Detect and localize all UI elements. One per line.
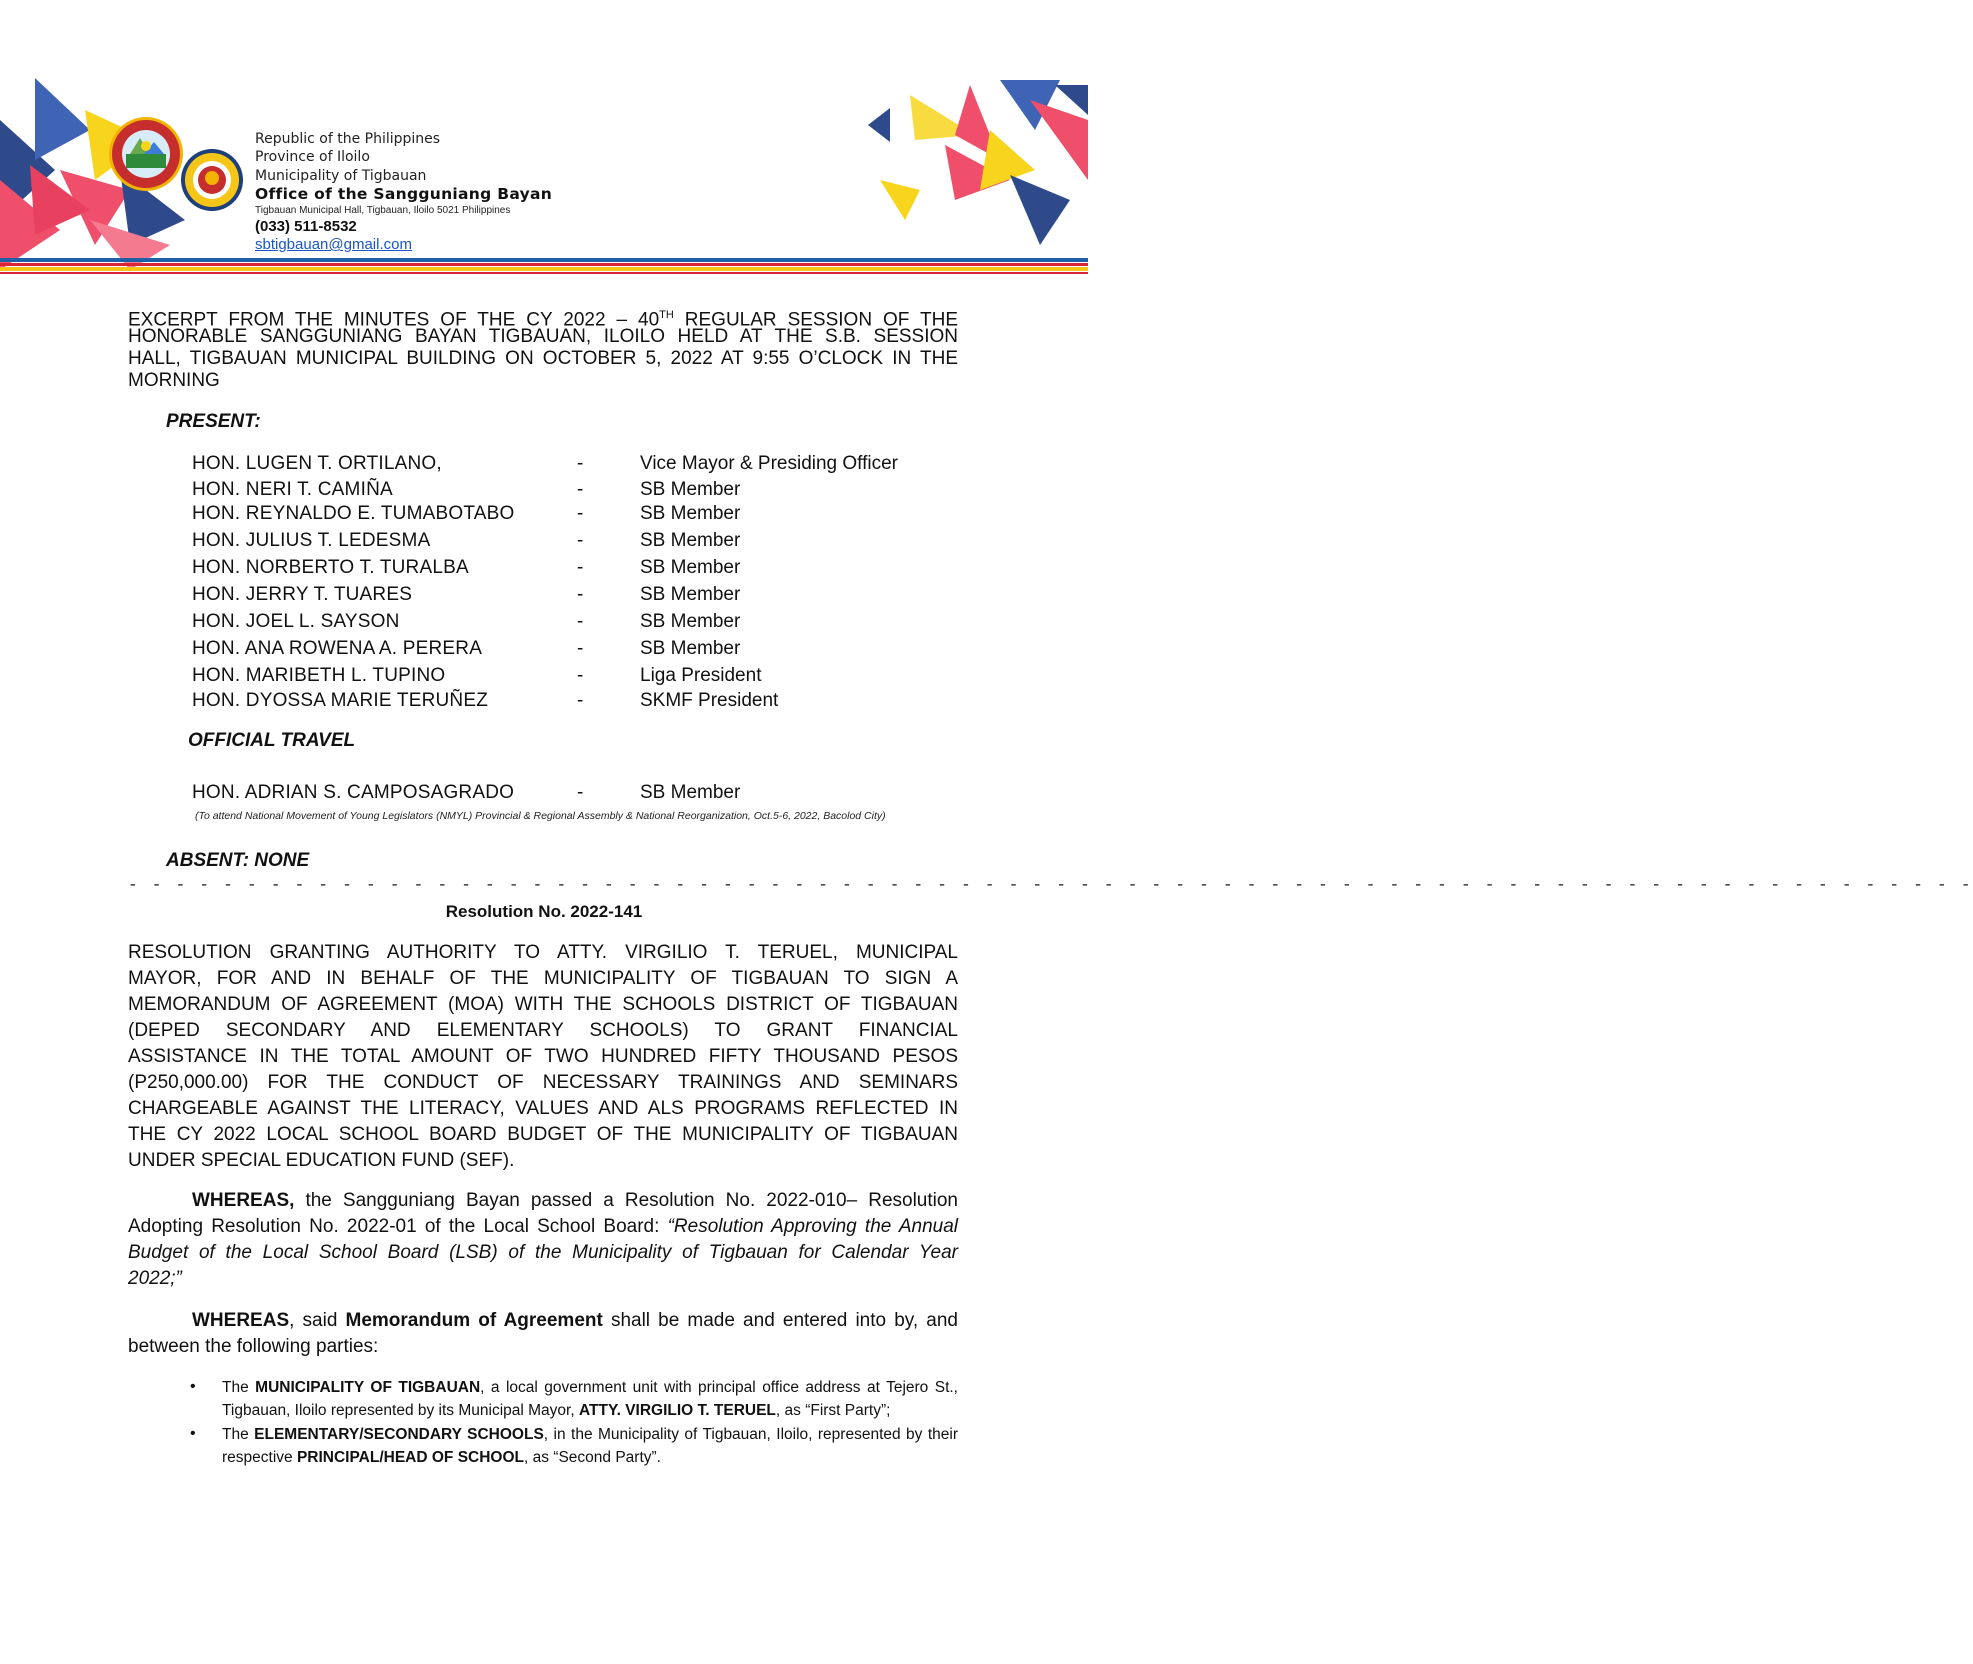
whereas-paragraph-1: [128, 1188, 958, 1292]
bullet-2-a: The: [222, 1426, 255, 1443]
resolution-title-line: RESOLUTION GRANTING AUTHORITY TO ATTY. VIRGILIO T. TERUEL, MUNICIPAL: [128, 942, 958, 963]
bullet-2-b: ELEMENTARY/SECONDARY SCHOOLS: [254, 1426, 544, 1443]
travel-note: (To attend National Movement of Young Legislators (NMYL) Provincial & Regional Assembly & National Reorganization, Oct.5-6, 2022, Bacolod City): [195, 810, 886, 822]
member-role: Vice Mayor & Presiding Officer: [640, 453, 899, 474]
member-name: HON. NERI T. CAMIÑA: [192, 479, 393, 500]
member-dash: -: [577, 557, 584, 578]
official-travel-title: OFFICIAL TRAVEL: [188, 730, 356, 751]
bullet-2-f: , as “Second Party”.: [524, 1449, 661, 1466]
travel-member-role: SB Member: [640, 782, 741, 803]
member-dash: -: [577, 530, 584, 551]
header-republic: Republic of the Philippines: [255, 131, 441, 147]
whereas-2-bold: WHEREAS: [192, 1310, 290, 1331]
resolution-title-line: UNDER SPECIAL EDUCATION FUND (SEF).: [128, 1150, 515, 1171]
travel-member-name: HON. ADRIAN S. CAMPOSAGRADO: [192, 782, 515, 803]
member-dash: -: [577, 665, 584, 686]
bullet-1-d: Tigbauan, Iloilo represented by its Municipal Mayor,: [222, 1402, 579, 1419]
member-dash: -: [577, 690, 584, 711]
bullet-1-f: , as “First Party”;: [775, 1402, 891, 1419]
header-stripe-blue: [0, 258, 1088, 262]
header-municipality: Municipality of Tigbauan: [255, 168, 427, 184]
member-row: [0, 584, 1088, 608]
resolution-title-line: CHARGEABLE AGAINST THE LITERACY, VALUES AND ALS PROGRAMS REFLECTED IN: [128, 1098, 958, 1119]
travel-member-dash: -: [577, 782, 584, 803]
member-dash: -: [577, 584, 584, 605]
member-role: SB Member: [640, 611, 741, 632]
divider-dashes: - - - - - - - - - - - - - - - - - - - - - - - - - - - - - - - - - - - - - - - - - - - - - - - - - - - - - - - - - - - - - - - - - - - - - - - - - - - - - -: [128, 876, 1973, 894]
member-role: SB Member: [640, 479, 741, 500]
member-dash: -: [577, 611, 584, 632]
whereas-1-quote-mid: Budget of the Local School Board (LSB) of the Municipality of Tigbauan for Calendar Year: [128, 1242, 958, 1263]
bullet-2-c: , in the Municipality of Tigbauan, Iloilo, represented by their: [543, 1426, 959, 1443]
member-role: SB Member: [640, 557, 741, 578]
member-name: HON. MARIBETH L. TUPINO: [192, 665, 446, 686]
bullet-1-b: MUNICIPALITY OF TIGBAUAN: [255, 1379, 481, 1396]
whereas-1-line-2: Adopting Resolution No. 2022-01 of the Local School Board:: [128, 1216, 668, 1237]
whereas-1-text: the Sangguniang Bayan passed a Resolution No. 2022-010– Resolution: [294, 1190, 958, 1211]
member-name: HON. DYOSSA MARIE TERUÑEZ: [192, 690, 489, 711]
member-role: SB Member: [640, 584, 741, 605]
member-row: [0, 638, 1088, 662]
bullet-1-e: ATTY. VIRGILIO T. TERUEL: [578, 1402, 776, 1419]
resolution-number: Resolution No. 2022-141: [445, 902, 643, 921]
excerpt-line-4: MORNING: [128, 370, 220, 391]
whereas-paragraph-2: [128, 1308, 958, 1360]
resolution-title-line: MAYOR, FOR AND IN BEHALF OF THE MUNICIPALITY OF TIGBAUAN TO SIGN A: [128, 968, 958, 989]
member-name: HON. JOEL L. SAYSON: [192, 611, 400, 632]
member-role: Liga President: [640, 665, 762, 686]
header-office: Office of the Sangguniang Bayan: [255, 185, 553, 203]
bullet-1-c: , a local government unit with principal office address at Tejero St.,: [480, 1379, 958, 1396]
member-name: HON. JERRY T. TUARES: [192, 584, 413, 605]
resolution-title-line: (DEPED SECONDARY AND ELEMENTARY SCHOOLS) TO GRANT FINANCIAL: [128, 1020, 958, 1041]
member-name: HON. LUGEN T. ORTILANO,: [192, 453, 442, 474]
member-name: HON. REYNALDO E. TUMABOTABO: [192, 503, 515, 524]
member-row: [0, 453, 1088, 477]
header-stripe-thin-red: [0, 272, 1088, 274]
bullet-2-e: PRINCIPAL/HEAD OF SCHOOL: [296, 1449, 525, 1466]
member-dash: -: [577, 638, 584, 659]
member-row: [0, 530, 1088, 554]
member-dash: -: [577, 479, 584, 500]
member-name: HON. JULIUS T. LEDESMA: [192, 530, 431, 551]
whereas-1-quote-start: “Resolution Approving the Annual: [667, 1216, 959, 1237]
member-row: [0, 690, 1088, 714]
whereas-2-text-1: , said: [289, 1310, 346, 1331]
municipality-seal-logo: [108, 116, 184, 192]
member-role: SB Member: [640, 530, 741, 551]
bullet-1-a: The: [222, 1379, 256, 1396]
resolution-title-line: ASSISTANCE IN THE TOTAL AMOUNT OF TWO HUNDRED FIFTY THOUSAND PESOS: [128, 1046, 958, 1067]
bullet-2-d: respective: [222, 1449, 297, 1466]
resolution-title-line: MEMORANDUM OF AGREEMENT (MOA) WITH THE SCHOOLS DISTRICT OF TIGBAUAN: [128, 994, 958, 1015]
excerpt-line-1-end: REGULAR SESSION OF THE: [673, 309, 958, 331]
member-row: [0, 503, 1088, 527]
excerpt-sup: TH: [659, 309, 674, 321]
header-decoration-right: [860, 80, 1088, 250]
header-stripe-red: [0, 263, 1088, 266]
member-row: [0, 479, 1088, 503]
member-row: [0, 665, 1088, 689]
header-province: Province of Iloilo: [255, 149, 370, 165]
excerpt-line-2: HONORABLE SANGGUNIANG BAYAN TIGBAUAN, ILOILO HELD AT THE S.B. SESSION: [128, 326, 958, 347]
excerpt-line-3: HALL, TIGBAUAN MUNICIPAL BUILDING ON OCTOBER 5, 2022 AT 9:55 O’CLOCK IN THE: [128, 348, 958, 369]
header-phone: (033) 511-8532: [255, 218, 357, 235]
member-name: HON. NORBERTO T. TURALBA: [192, 557, 469, 578]
resolution-title: [128, 940, 958, 1174]
member-row: [0, 557, 1088, 581]
member-dash: -: [577, 503, 584, 524]
bullet-item-1: [222, 1376, 958, 1422]
excerpt-line-1: EXCERPT FROM THE MINUTES OF THE CY 2022 – 40: [128, 309, 660, 331]
member-role: SB Member: [640, 503, 741, 524]
whereas-1-bold: WHEREAS,: [192, 1190, 295, 1211]
resolution-title-line: THE CY 2022 LOCAL SCHOOL BOARD BUDGET OF THE MUNICIPALITY OF TIGBAUAN: [128, 1124, 958, 1145]
bullet-item-2: [222, 1423, 958, 1469]
member-role: SB Member: [640, 638, 741, 659]
resolution-title-line: (P250,000.00) FOR THE CONDUCT OF NECESSARY TRAININGS AND SEMINARS: [128, 1072, 958, 1093]
member-name: HON. ANA ROWENA A. PERERA: [192, 638, 483, 659]
header-stripe-yellow: [0, 267, 1088, 271]
whereas-2-text-2: shall be made and entered into by, and: [602, 1310, 958, 1331]
member-role: SKMF President: [640, 690, 779, 711]
whereas-2-line-2: between the following parties:: [128, 1336, 379, 1357]
whereas-2-moa-bold: Memorandum of Agreement: [345, 1310, 603, 1331]
member-dash: -: [577, 453, 584, 474]
sangguniang-bayan-seal-logo: [180, 148, 244, 212]
travel-member-row: [0, 782, 1088, 806]
header-email-link[interactable]: sbtigbauan@gmail.com: [255, 236, 412, 253]
absent-label: ABSENT: NONE: [166, 850, 310, 871]
excerpt-heading: [128, 304, 958, 392]
header-address: Tigbauan Municipal Hall, Tigbauan, Iloilo 5021 Philippines: [255, 205, 511, 216]
present-title: PRESENT:: [166, 411, 261, 432]
member-row: [0, 611, 1088, 635]
whereas-1-quote-end: 2022;”: [128, 1268, 182, 1289]
